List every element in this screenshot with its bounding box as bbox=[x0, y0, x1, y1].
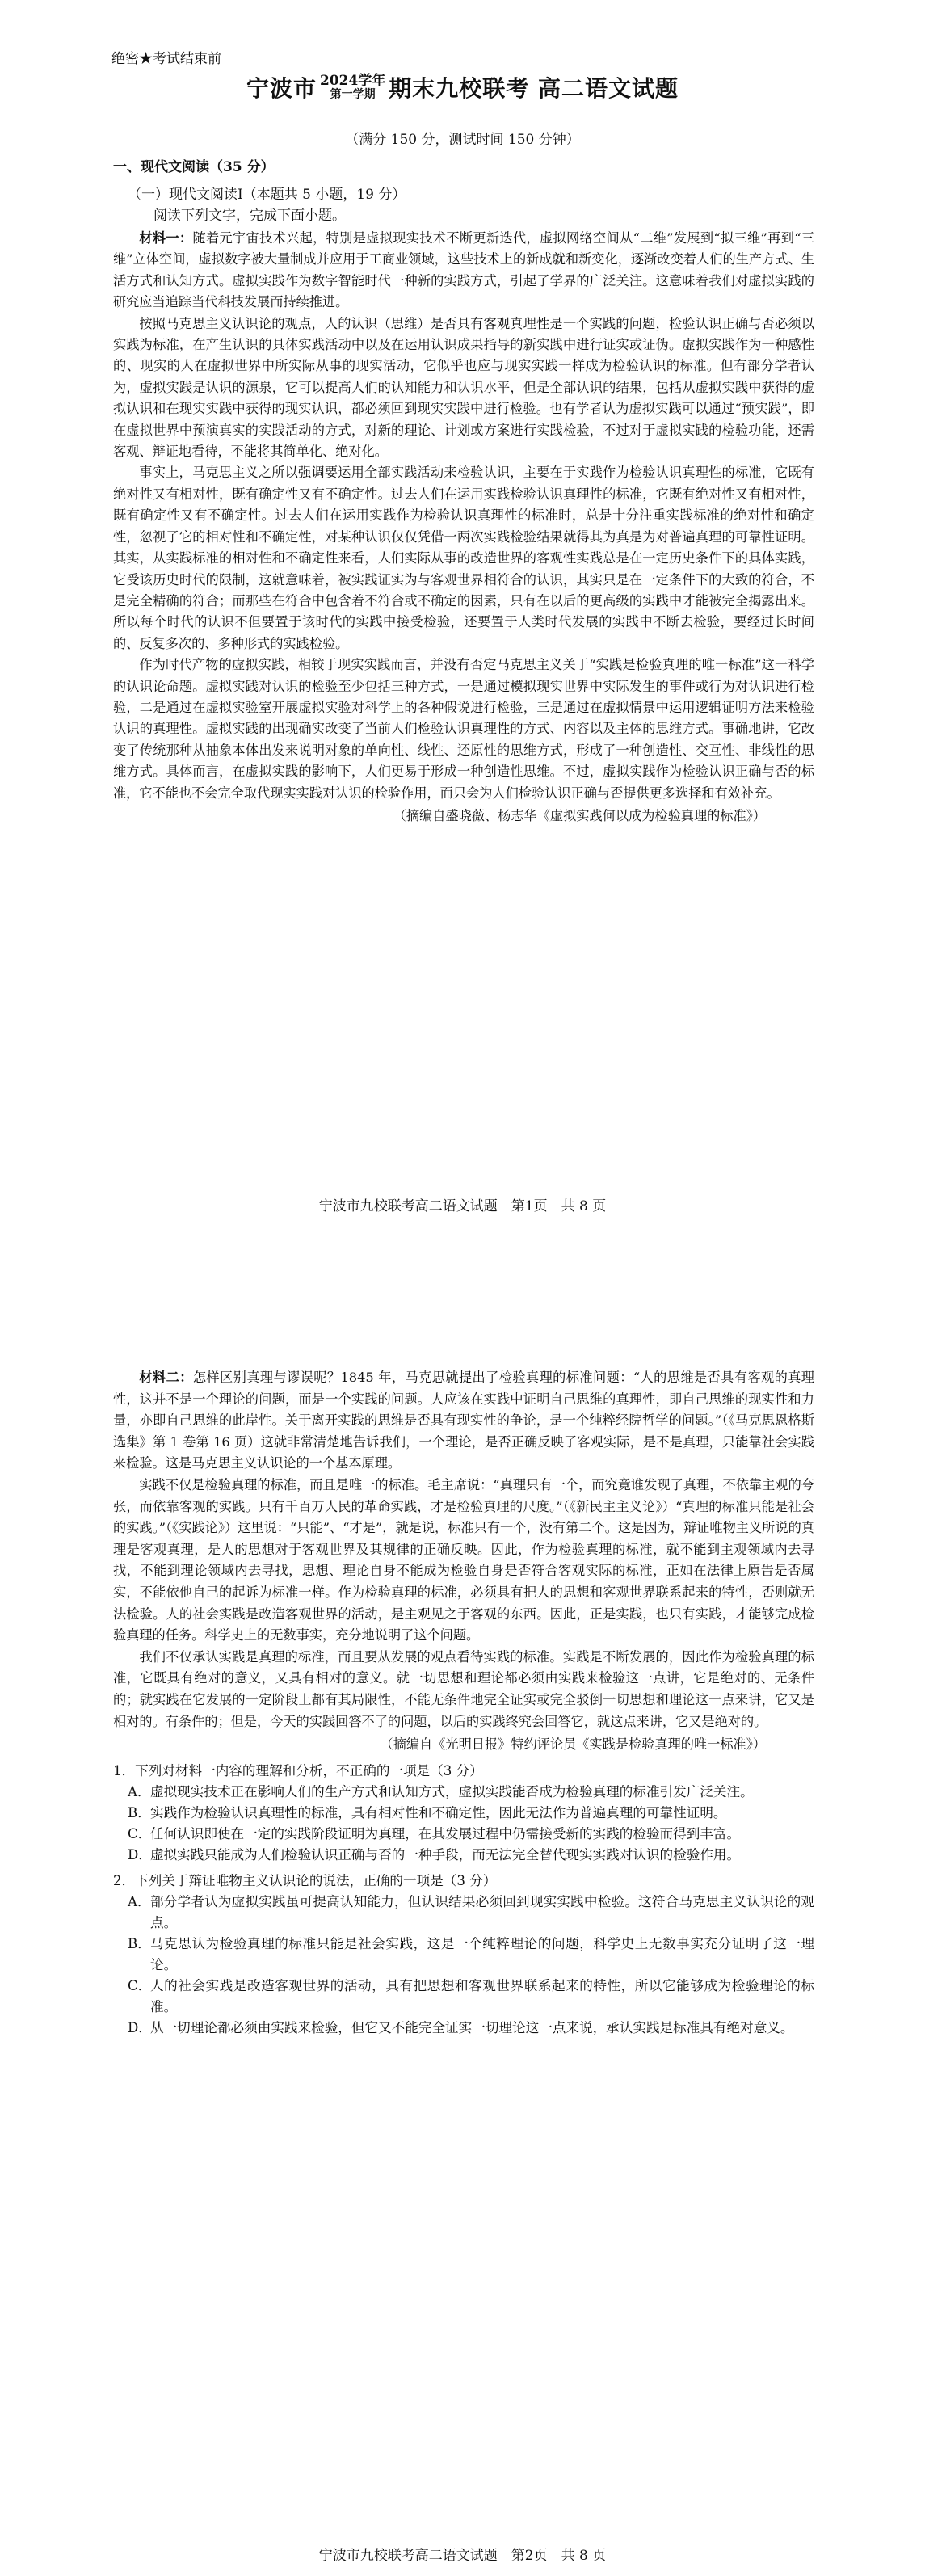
reading-instruction: 阅读下列文字，完成下面小题。 bbox=[153, 208, 346, 224]
option-b[interactable]: B． 实践作为检验认识真理性的标准，具有相对性和不确定性，因此无法作为普遍真理的可靠性证明。 bbox=[128, 1804, 727, 1820]
title-term: 第一学期 bbox=[330, 88, 376, 101]
exam-subtitle: （满分 150 分，测试时间 150 分钟） bbox=[345, 132, 580, 148]
paragraph: 材料二：怎样区别真理与谬误呢？1845 年，马克思就提出了检验真理的标准问题：“人的思维是否具有客观的真理性，这并不是一个理论的问题，而是一个实践的问题。人应该在实践中证明自己思维的真理性，即自己思维的现实性和力量，亦即自己思维的此岸性。关于离开实践的思维是否具有现实性的争论，是一个纯粹经院哲学的问题。”（《马克思恩格斯选集》第 1 卷第 16 页）这就非常清楚地告诉我们，一个理论，是否正确反映了客观实际，是不是真理，只能靠社会实践来检验。这是马克思主义认识论的一个基本原理。 bbox=[113, 1370, 814, 1471]
subsection-heading: （一）现代文阅读Ⅰ（本题共 5 小题，19 分） bbox=[128, 187, 406, 203]
exam-title bbox=[0, 71, 925, 103]
material-label: 材料一： bbox=[139, 230, 193, 246]
title-rest: 期末九校联考 高二语文试题 bbox=[389, 75, 679, 102]
paragraph: 我们不仅承认实践是真理的标准，而且要从发展的观点看待实践的标准。实践是不断发展的，因此作为检验真理的标准，它既具有绝对的意义，又具有相对的意义。就一切思想和理论都必须由实践来检验这一点讲，它是绝对的、无条件的；就实践在它发展的一定阶段上都有其局限性，不能无条件地完全证实或完全驳倒一切思想和理论这一点来讲，它又是相对的。有条件的；但是，今天的实践回答不了的问题，以后的实践终究会回答它，就这点来讲，它又是绝对的。 bbox=[113, 1648, 814, 1729]
title-year: 2024学年 bbox=[319, 73, 386, 89]
material-1 bbox=[113, 228, 814, 827]
paragraph: 作为时代产物的虚拟实践，相较于现实实践而言，并没有否定马克思主义关于“实践是检验真理的唯一标准”这一科学的认识论命题。虚拟实践对认识的检验至少包括三种方式，一是通过模拟现实世界中实际发生的事件或行为对认识进行检验，二是通过在虚拟实验室开展虚拟实验对科学上的各种假说进行检验，三是通过在虚拟情景中运用逻辑证明方法来检验认识的真理性。虚拟实践的出现确实改变了当前人们检验认识真理性的方式、内容以及主体的思维方式。事确地讲，它改变了传统那种从抽象本体出发来说明对象的单向性、线性、还原性的思维方式，形成了一种创造性、交互性、非线性的思维方式。具体而言，在虚拟实践的影响下，人们更易于形成一种创造性思维。不过，虚拟实践作为检验认识正确与否的标准，它不能也不会完全取代现实实践对认识的检验作用，而只会为人们检验认识正确与否提供更多选择和有效补充。 bbox=[113, 657, 814, 801]
option-d[interactable]: D． 虚拟实践只能成为人们检验认识正确与否的一种手段，而无法完全替代现实实践对认识的检验作用。 bbox=[128, 1846, 741, 1863]
source-citation: （摘编自《光明日报》特约评论员《实践是检验真理的唯一标准》） bbox=[380, 1736, 766, 1753]
material-label: 材料二： bbox=[139, 1370, 193, 1385]
option-a[interactable]: A． 部分学者认为虚拟实践虽可提高认知能力，但认识结果必须回到现实实践中检验。这符合马克思主义认识论的观点。 bbox=[128, 1893, 814, 1930]
option-b[interactable]: B． 马克思认为检验真理的标准只能是社会实践，这是一个纯粹理论的问题，科学史上无数事实充分证明了这一理论。 bbox=[128, 1935, 814, 1972]
question-stem: 1．下列对材料一内容的理解和分析，不正确的一项是（3 分） bbox=[113, 1762, 483, 1778]
paragraph: 事实上，马克思主义之所以强调要运用全部实践活动来检验认识，主要在于实践作为检验认识真理性的标准，它既有绝对性又有相对性，既有确定性又有不确定性。过去人们在运用实践检验认识真理性的标准，它既有绝对性又有相对性，既有确定性又有不确定性。过去人们在运用实践作为检验认识真理性的标准时，总是十分注重实践标准的绝对性和确定性，忽视了它的相对性和不确定性，对某种认识仅仅凭借一两次实践检验结果就得其为真是为对普遍真理的可靠性证明。其实，从实践标准的相对性和不确定性来看，人们实际从事的改造世界的客观性实践总是在一定历史条件下的具体实践，它受该历史时代的限制，这就意味着，被实践证实为与客观世界相符合的认识，其实只是在一定条件下的大致的符合，不是完全精确的符合；而那些在符合中包含着不符合或不确定的因素，只有在以后的更高级的实践中才能被完全揭露出来。所以每个时代的认识不但要置于该时代的实践中接受检验，还要置于人类时代发展的实践中不断去检验，要经过长时间的、反复多次的、多种形式的实践检验。 bbox=[113, 465, 814, 651]
question-2 bbox=[113, 1871, 814, 2039]
material-2 bbox=[113, 1367, 814, 2039]
paragraph: 实践不仅是检验真理的标准，而且是唯一的标准。毛主席说：“真理只有一个，而究竟谁发现了真理，不依靠主观的夸张，而依靠客观的实践。只有千百万人民的革命实践，才是检验真理的尺度。”（《新民主主义论》）“真理的标准只能是社会的实践。”（《实践论》）这里说：“只能”、“才是”，就是说，标准只有一个，没有第二个。这是因为，辩证唯物主义所说的真理是客观真理，是人的思想对于客观世界及其规律的正确反映。因此，作为检验真理的标准，就不能到主观领域内去寻找，不能到理论领域内去寻找，思想、理论自身不能成为检验自身是否符合客观实际的标准，正如在法律上原告是否属实，不能依他自己的起诉为标准一样。作为检验真理的标准，必须具有把人的思想和客观世界联系起来的特性，否则就无法检验。人的社会实践是改造客观世界的活动，是主观见之于客观的东西。因此，正是实践，也只有实践，才能够完成检验真理的任务。科学史上的无数事实，充分地说明了这个问题。 bbox=[113, 1476, 814, 1644]
option-a[interactable]: A． 虚拟现实技术正在影响人们的生产方式和认知方式，虚拟实践能否成为检验真理的标准引发广泛关注。 bbox=[128, 1783, 754, 1799]
question-1 bbox=[113, 1761, 814, 1866]
title-city: 宁波市 bbox=[246, 75, 317, 102]
paragraph: 材料一：随着元宇宙技术兴起，特别是虚拟现实技术不断更新迭代，虚拟网络空间从“二维”发展到“拟三维”再到“三维”立体空间，虚拟数字被大量制成并应用于工商业领域，这些技术上的新成就和新变化，逐渐改变着人们的生产方式、生活方式和认知方式。虚拟实践作为数字智能时代一种新的实践方式，引起了学界的广泛关注。这意味着我们对虚拟实践的研究应当追踪当代科技发展而持续推进。 bbox=[113, 230, 815, 310]
option-c[interactable]: C． 人的社会实践是改造客观世界的活动，具有把思想和客观世界联系起来的特性，所以它能够成为检验理论的标准。 bbox=[128, 1977, 814, 2014]
exam-page-1 bbox=[0, 0, 925, 1212]
confidential-mark: 绝密★考试结束前 bbox=[111, 51, 221, 67]
page-footer: 宁波市九校联考高二语文试题 第1页 共 8 页 bbox=[318, 1198, 607, 1214]
option-c[interactable]: C． 任何认识即使在一定的实践阶段证明为真理，在其发展过程中仍需接受新的实践的检验而得到丰富。 bbox=[128, 1825, 741, 1842]
exam-page-2 bbox=[0, 1322, 925, 2576]
source-citation: （摘编自盛晓薇、杨志华《虚拟实践何以成为检验真理的标准》） bbox=[393, 807, 766, 823]
paragraph: 按照马克思主义认识论的观点，人的认识（思维）是否具有客观真理性是一个实践的问题，检验认识正确与否必须以实践为标准，在产生认识的具体实践活动中以及在运用认识成果指导的新实践中进行证实或证伪。虚拟实践作为一种感性的、现实的人在虚拟世界中所实际从事的现实活动，它似乎也应与现实实践一样成为检验认识的标准。但有部分学者认为，虚拟实践是认识的源泉，它可以提高人们的认知能力和认识水平，但是全部认识的结果，包括从虚拟实践中获得的虚拟认识和在现实实践中获得的现实认识，都必须回到现实实践中进行检验。也有学者认为虚拟实践可以通过“预实践”，即在虚拟世界中预演真实的实践活动的方式，对新的理论、计划或方案进行实践检验，不过对于虚拟实践的检验功能，还需客观、辩证地看待，不能将其简单化、绝对化。 bbox=[113, 315, 814, 460]
page-footer: 宁波市九校联考高二语文试题 第2页 共 8 页 bbox=[318, 2548, 607, 2564]
option-d[interactable]: D． 从一切理论都必须由实践来检验，但它又不能完全证实一切理论这一点来说，承认实践是标准具有绝对意义。 bbox=[128, 2019, 794, 2035]
question-stem: 2．下列关于辩证唯物主义认识论的说法，正确的一项是（3 分） bbox=[113, 1872, 497, 1888]
title-year-term bbox=[320, 74, 385, 101]
section-heading: 一、现代文阅读（35 分） bbox=[113, 159, 275, 175]
